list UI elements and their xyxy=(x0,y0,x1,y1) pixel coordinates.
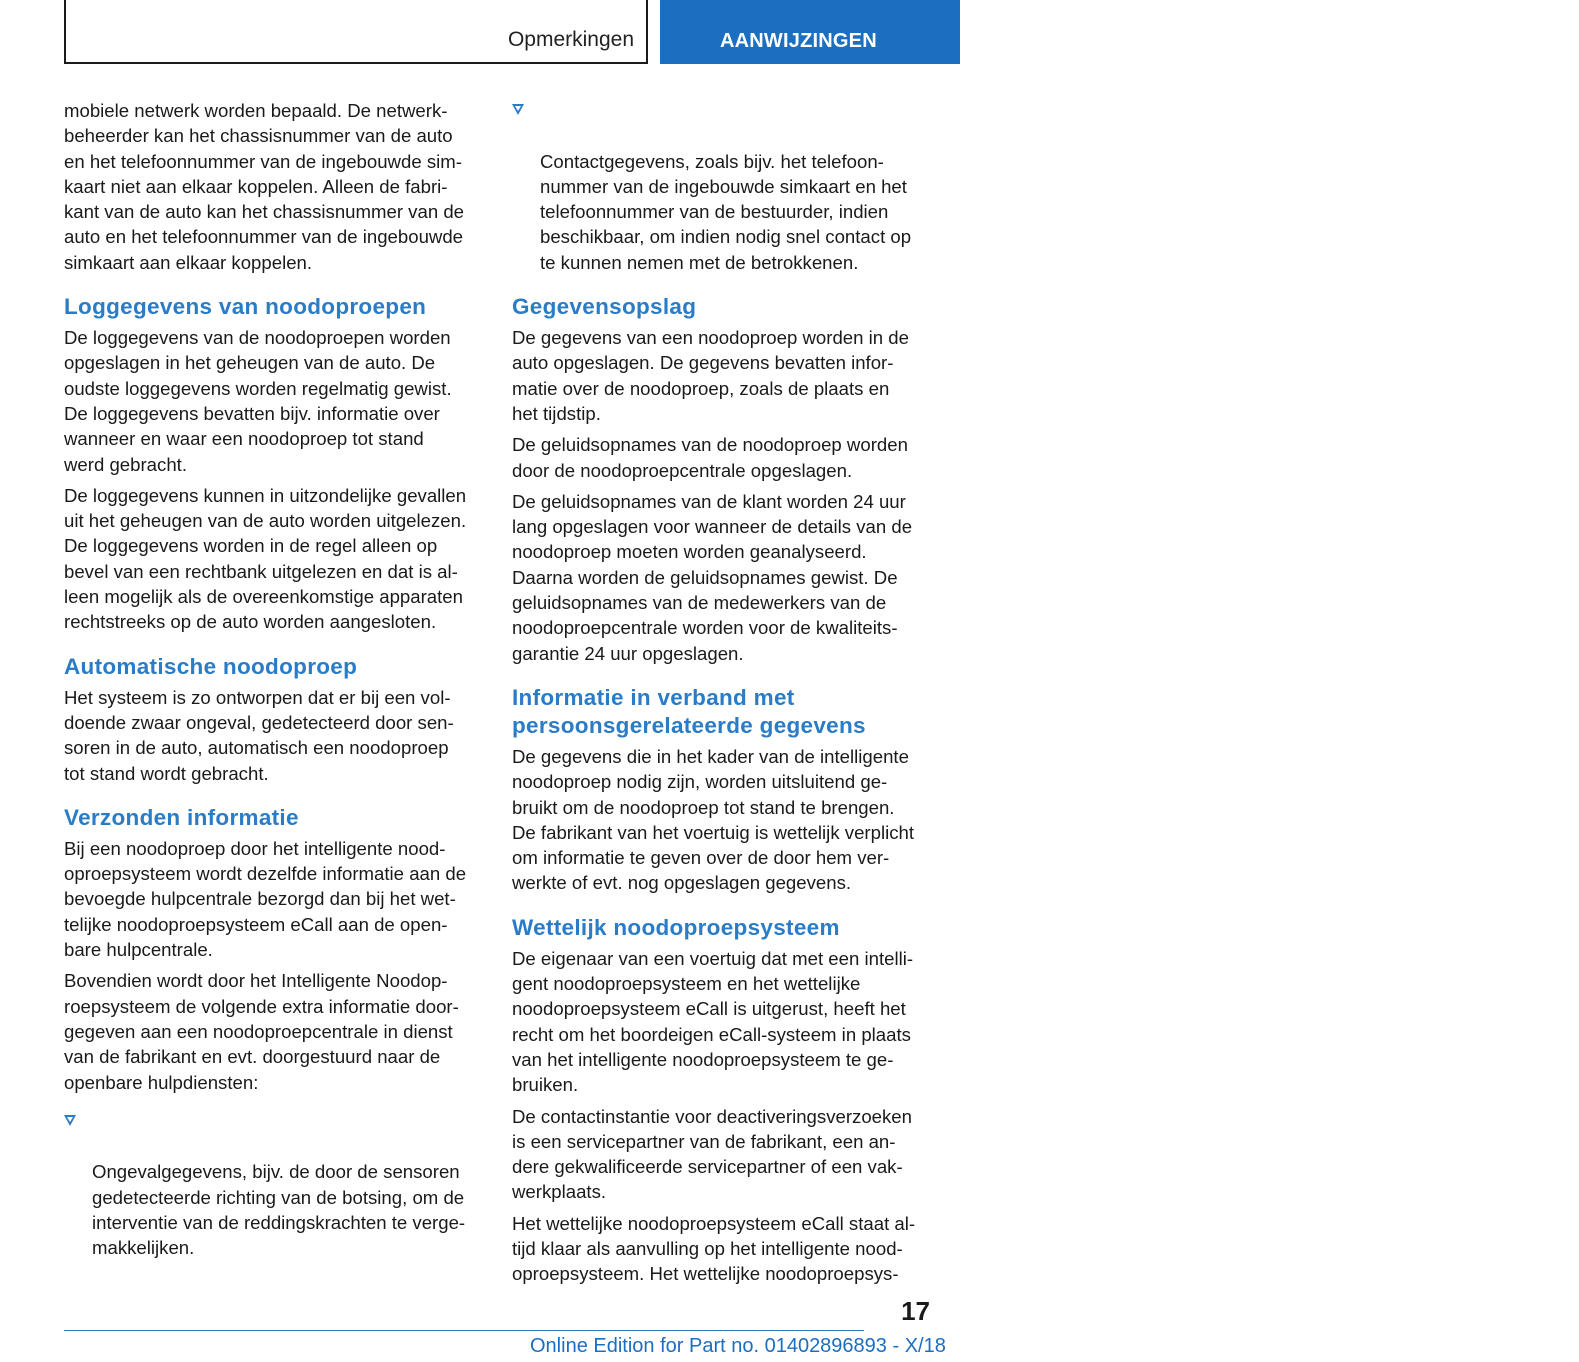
paragraph: De contactinstantie voor deactiveringsverzoeken is een servicepartner van de fabrikant, een an- dere gekwalificeerde servicepartner of een vak- werkplaats. xyxy=(512,1105,912,1203)
list-item xyxy=(512,98,930,275)
paragraph: Het wettelijke noodoproepsysteem eCall staat al- tijd klaar als aanvulling op het intelligente nood- oproepsysteem. Het wettelijke noodoproepsys- xyxy=(512,1212,916,1285)
right-column xyxy=(512,98,930,1293)
paragraph: De eigenaar van een voertuig dat met een intelli- gent noodoproepsysteem en het wettelijke noodoproepsysteem eCall is uitgerust, heeft het recht om het boordeigen eCall-systeem in plaats van het intelligente noodoproepsysteem te ge- bruiken. xyxy=(512,947,914,1096)
left-column xyxy=(64,98,484,1267)
paragraph: De loggegevens kunnen in uitzondelijke gevallen uit het geheugen van de auto worden uitgelezen. De loggegevens worden in de regel alleen op bevel van een rechtbank uitgelezen en dat is al- leen mogelijk als de overeenkomstige apparaten rechtstreeks op de auto worden aangesloten. xyxy=(64,484,467,633)
paragraph: De geluidsopnames van de klant worden 24 uur lang opgeslagen voor wanneer de details van de noodoproep moeten worden geanalyseerd. Daarna worden de geluidsopnames gewist. De geluidsopnames van de medewerkers van de noodoproepcentrale worden voor de kwaliteits- garantie 24 uur opgeslagen. xyxy=(512,490,913,664)
paragraph: De gegevens van een noodoproep worden in de auto opgeslagen. De gegevens bevatten infor- matie over de noodoproep, zoals de plaats en het tijdstip. xyxy=(512,327,909,424)
chapter-tab xyxy=(660,0,1573,64)
edition-note: Online Edition for Part no. 01402896893 - X/18 xyxy=(530,1335,946,1357)
paragraph: De geluidsopnames van de noodoproep worden door de noodoproepcentrale opgeslagen. xyxy=(512,434,908,481)
list-item-text: Ongevalgegevens, bijv. de door de sensoren gedetecteerde richting van de botsing, om de interventie van de reddingskrachten te verge- makkelijken. xyxy=(92,1161,466,1259)
section-heading: Gegevensopslag xyxy=(512,294,697,320)
section-tab xyxy=(64,0,648,64)
section-heading: Verzonden informatie xyxy=(64,804,299,830)
paragraph: De loggegevens van de noodoproepen worden opgeslagen in het geheugen van de auto. De oudste loggegevens worden regelmatig gewist. De loggegevens bevatten bijv. informatie over wanneer en waar een noodoproep tot stand werd gebracht. xyxy=(64,327,452,475)
triangle-bullet-icon xyxy=(512,104,524,115)
triangle-bullet-icon xyxy=(64,1115,76,1126)
paragraph: Het systeem is zo ontworpen dat er bij een vol- doende zwaar ongeval, gedetecteerd door sen- soren in de auto, automatisch een noodoproep tot stand wordt gebracht. xyxy=(64,686,454,784)
page-header xyxy=(0,0,1573,66)
list-item-text: Contactgegevens, zoals bijv. het telefoon- nummer van de ingebouwde simkaart en het telefoonnummer van de bestuurder, indien beschikbaar, om indien nodig snel contact op te kunnen nemen met de betrokkenen. xyxy=(540,150,912,273)
paragraph: De gegevens die in het kader van de intelligente noodoproep nodig zijn, worden uitsluitend ge- bruikt om de noodoproep tot stand te brengen. De fabrikant van het voertuig is wettelijk verplicht om informatie te geven over de door hem ver- werkte of evt. nog opgeslagen gegevens. xyxy=(512,745,915,894)
section-heading: Automatische noodoproep xyxy=(64,653,358,679)
paragraph: Bovendien wordt door het Intelligente Noodop- roepsysteem de volgende extra informatie door- gegeven aan een noodoproepcentrale in dienst van de fabrikant en evt. doorgestuurd naar de openbare hulpdiensten: xyxy=(64,970,459,1093)
exclamation-icon: ! xyxy=(1561,23,1573,61)
page-number: 17 xyxy=(901,1296,930,1326)
section-heading: Loggegevens van noodoproepen xyxy=(64,294,427,320)
section-heading: Informatie in verband met persoonsgerelateerde gegevens xyxy=(512,684,866,738)
section-heading: Wettelijk noodoproepsysteem xyxy=(512,914,840,940)
paragraph: mobiele netwerk worden bepaald. De netwerk- beheerder kan het chassisnummer van de auto en het telefoonnummer van de ingebouwde sim- kaart niet aan elkaar koppelen. Alleen de fabri- kant van de auto kan het chassisnummer van de auto en het telefoonnummer van de ingebouwde simkaart aan elkaar koppelen. xyxy=(64,100,465,273)
footer-divider xyxy=(64,1330,864,1331)
paragraph: Bij een noodoproep door het intelligente nood- oproepsysteem wordt dezelfde informatie aan de bevoegde hulpcentrale bezorgd dan bij het wet- telijke noodoproepsysteem eCall aan de open- bare hulpcentrale. xyxy=(64,837,467,961)
chapter-title: AANWIJZINGEN xyxy=(720,30,877,52)
list-item xyxy=(64,1109,484,1261)
section-title: Opmerkingen xyxy=(507,28,634,51)
